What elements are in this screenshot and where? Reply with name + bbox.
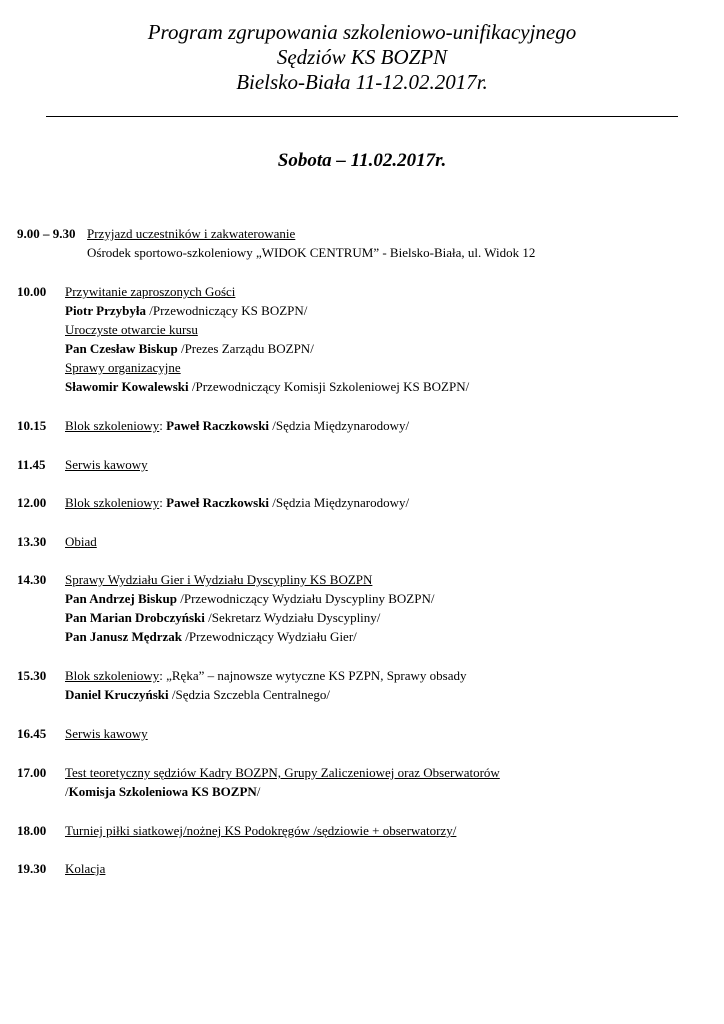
item-person [65, 687, 330, 703]
item-title: Przyjazd uczestników i zakwaterowanie [87, 226, 296, 241]
item-time: 11.45 [17, 457, 46, 472]
person-name: Pan Janusz Mędrzak [65, 629, 182, 644]
item-time: 10.15 [17, 418, 47, 433]
item-separator: : [159, 418, 167, 433]
item-time: 17.00 [17, 765, 47, 780]
header-divider [46, 116, 678, 117]
person-name: Daniel Kruczyński [65, 687, 169, 702]
person-role: /Przewodniczący Wydziału Gier/ [182, 629, 357, 644]
item-time: 18.00 [17, 823, 47, 838]
item-detail: Ośrodek sportowo-szkoleniowy „WIDOK CENTRUM” - Bielsko-Biała, ul. Widok 12 [87, 245, 536, 260]
person-role: /Sędzia Międzynarodowy/ [269, 418, 410, 433]
person-role: /Przewodniczący Wydziału Dyscypliny BOZPN/ [176, 591, 435, 606]
person-role: /Sędzia Międzynarodowy/ [269, 495, 410, 510]
item-title: Kolacja [65, 861, 106, 876]
person-name: Komisja Szkoleniowa KS BOZPN [68, 784, 257, 799]
item-line [65, 668, 467, 684]
item-line [65, 495, 409, 511]
item-person [65, 629, 357, 645]
person-role: /Przewodniczący Komisji Szkoleniowej KS BOZPN/ [188, 379, 470, 394]
item-time: 19.30 [17, 861, 47, 876]
person-name: Paweł Raczkowski [166, 495, 270, 510]
item-title: Test teoretyczny sędziów Kadry BOZPN, Grupy Zaliczeniowej oraz Obserwatorów [65, 765, 500, 780]
item-person [65, 341, 314, 357]
day-heading: Sobota – 11.02.2017r. [277, 150, 447, 171]
person-role: /Sekretarz Wydziału Dyscypliny/ [204, 610, 381, 625]
person-name: Pan Andrzej Biskup [65, 591, 177, 606]
person-role: /Przewodniczący KS BOZPN/ [146, 303, 308, 318]
item-time: 14.30 [17, 572, 47, 587]
item-title: Blok szkoleniowy [65, 495, 160, 510]
item-time: 10.00 [17, 284, 47, 299]
item-title: Turniej piłki siatkowej/nożnej KS Podokręgów /sędziowie + obserwatorzy/ [65, 823, 457, 838]
item-time: 16.45 [17, 726, 47, 741]
person-name: Pan Czesław Biskup [65, 341, 178, 356]
item-subtitle: Uroczyste otwarcie kursu [65, 322, 198, 337]
item-time: 13.30 [17, 534, 47, 549]
item-title: Serwis kawowy [65, 457, 148, 472]
item-person [65, 591, 434, 607]
item-title: Sprawy Wydziału Gier i Wydziału Dyscypliny KS BOZPN [65, 572, 373, 587]
slash-close: / [256, 784, 261, 799]
item-separator: : [159, 495, 167, 510]
item-time: 15.30 [17, 668, 47, 683]
person-name: Piotr Przybyła [65, 303, 146, 318]
person-name: Pan Marian Drobczyński [65, 610, 205, 625]
person-name: Sławomir Kowalewski [65, 379, 189, 394]
item-person [65, 303, 307, 319]
item-subtitle: Sprawy organizacyjne [65, 360, 181, 375]
item-title: Przywitanie zaproszonych Gości [65, 284, 236, 299]
person-name: Paweł Raczkowski [166, 418, 270, 433]
item-title: Blok szkoleniowy [65, 418, 160, 433]
item-person [65, 784, 260, 800]
item-time: 12.00 [17, 495, 47, 510]
item-person [65, 610, 380, 626]
item-line [65, 418, 409, 434]
header-title-line2: Sędziów KS BOZPN [276, 45, 448, 69]
item-person [65, 379, 469, 395]
item-title: Serwis kawowy [65, 726, 148, 741]
item-rest: : „Ręka” – najnowsze wytyczne KS PZPN, Sprawy obsady [159, 668, 467, 683]
item-title: Obiad [65, 534, 97, 549]
person-role: /Sędzia Szczebla Centralnego/ [168, 687, 331, 702]
item-title: Blok szkoleniowy [65, 668, 160, 683]
header-title-line1: Program zgrupowania szkoleniowo-unifikacyjnego [147, 20, 577, 44]
person-role: /Prezes Zarządu BOZPN/ [177, 341, 314, 356]
slash-open: / [65, 784, 69, 799]
item-time: 9.00 – 9.30 [17, 226, 76, 241]
header-title-line3: Bielsko-Biała 11-12.02.2017r. [236, 70, 488, 94]
